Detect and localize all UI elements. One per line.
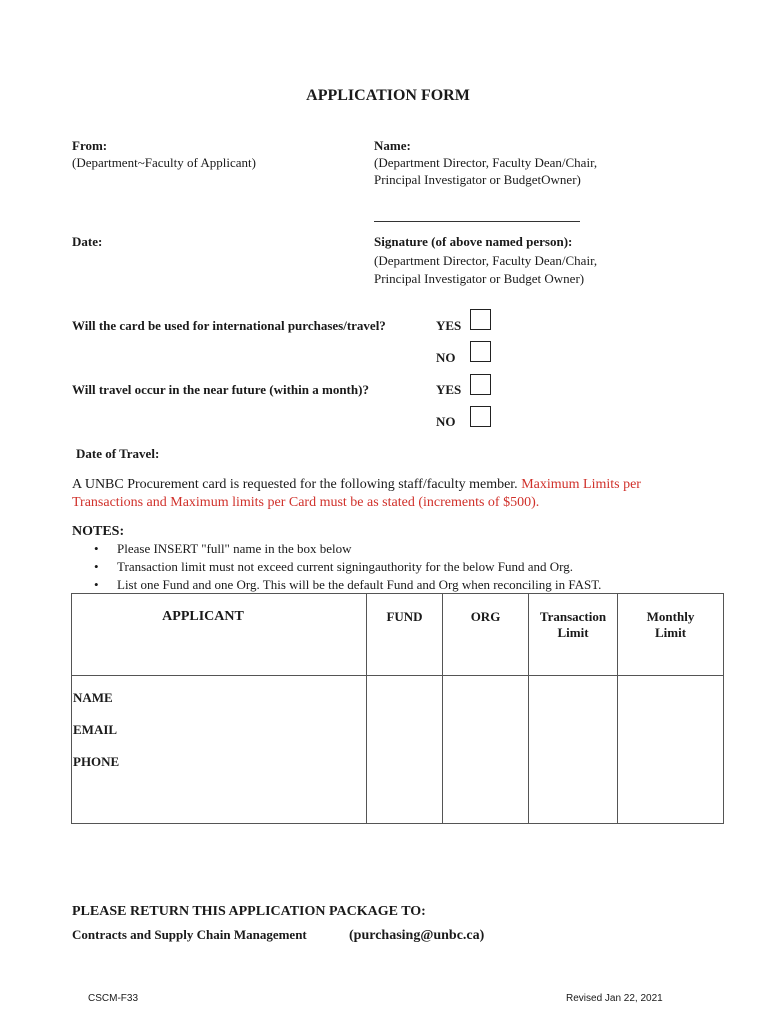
request-paragraph (72, 476, 712, 512)
note-item: • Transaction limit must not exceed current signingauthority for the below Fund and Org. (72, 558, 732, 576)
email-field-label: EMAIL (73, 722, 118, 737)
notes-list (72, 540, 732, 594)
date-label: Date: (72, 234, 103, 249)
signature-hint-2: Principal Investigator or Budget Owner) (374, 271, 585, 286)
signature-line[interactable] (374, 221, 580, 222)
question-near-travel: Will travel occur in the near future (within a month)? (72, 382, 369, 397)
signature-label: Signature (of above named person): (374, 234, 573, 249)
name-field-label: NAME (73, 690, 113, 705)
q2-yes-label: YES (436, 382, 462, 397)
notes-title: NOTES: (72, 524, 125, 539)
fund-cell[interactable] (367, 676, 443, 824)
question-international: Will the card be used for international purchases/travel? (72, 318, 386, 333)
name-hint-2: Principal Investigator or BudgetOwner) (374, 172, 581, 187)
q1-yes-label: YES (436, 318, 462, 333)
header-fund: FUND (367, 594, 443, 676)
request-red-1: Maximum Limits per (521, 477, 641, 492)
applicant-table (71, 593, 724, 824)
note-item: • Please INSERT "full" name in the box below (72, 540, 732, 558)
revision-date: Revised Jan 22, 2021 (566, 993, 663, 1004)
header-monthly-limit: Monthly Limit (618, 594, 724, 676)
form-title: APPLICATION FORM (306, 87, 470, 104)
date-of-travel-label: Date of Travel: (76, 446, 160, 461)
form-code: CSCM-F33 (88, 993, 139, 1004)
header-org: ORG (443, 594, 529, 676)
phone-field-label: PHONE (73, 754, 120, 769)
return-heading: PLEASE RETURN THIS APPLICATION PACKAGE TO: (72, 904, 426, 919)
note-item: • List one Fund and one Org. This will be the default Fund and Org when reconciling in FAST. (72, 576, 732, 594)
request-red-2: Transactions and Maximum limits per Card must be as stated (increments of $500). (72, 495, 540, 510)
header-applicant: APPLICANT (72, 594, 367, 676)
return-department: Contracts and Supply Chain Management (72, 927, 307, 942)
monthly-limit-cell[interactable] (618, 676, 724, 824)
name-label: Name: (374, 138, 411, 153)
header-transaction-limit: Transaction Limit (529, 594, 618, 676)
transaction-limit-cell[interactable] (529, 676, 618, 824)
name-hint-1: (Department Director, Faculty Dean/Chair, (374, 155, 598, 170)
from-hint: (Department~Faculty of Applicant) (72, 155, 256, 170)
applicant-cell[interactable] (72, 676, 367, 824)
q1-no-label: NO (436, 350, 456, 365)
q1-no-checkbox[interactable] (470, 341, 491, 362)
signature-hint-1: (Department Director, Faculty Dean/Chair, (374, 253, 598, 268)
return-email[interactable]: (purchasing@unbc.ca) (349, 928, 485, 943)
from-label: From: (72, 138, 108, 153)
org-cell[interactable] (443, 676, 529, 824)
q1-yes-checkbox[interactable] (470, 309, 491, 330)
q2-no-checkbox[interactable] (470, 406, 491, 427)
q2-yes-checkbox[interactable] (470, 374, 491, 395)
q2-no-label: NO (436, 414, 456, 429)
request-text: A UNBC Procurement card is requested for the following staff/faculty member. (72, 477, 518, 492)
